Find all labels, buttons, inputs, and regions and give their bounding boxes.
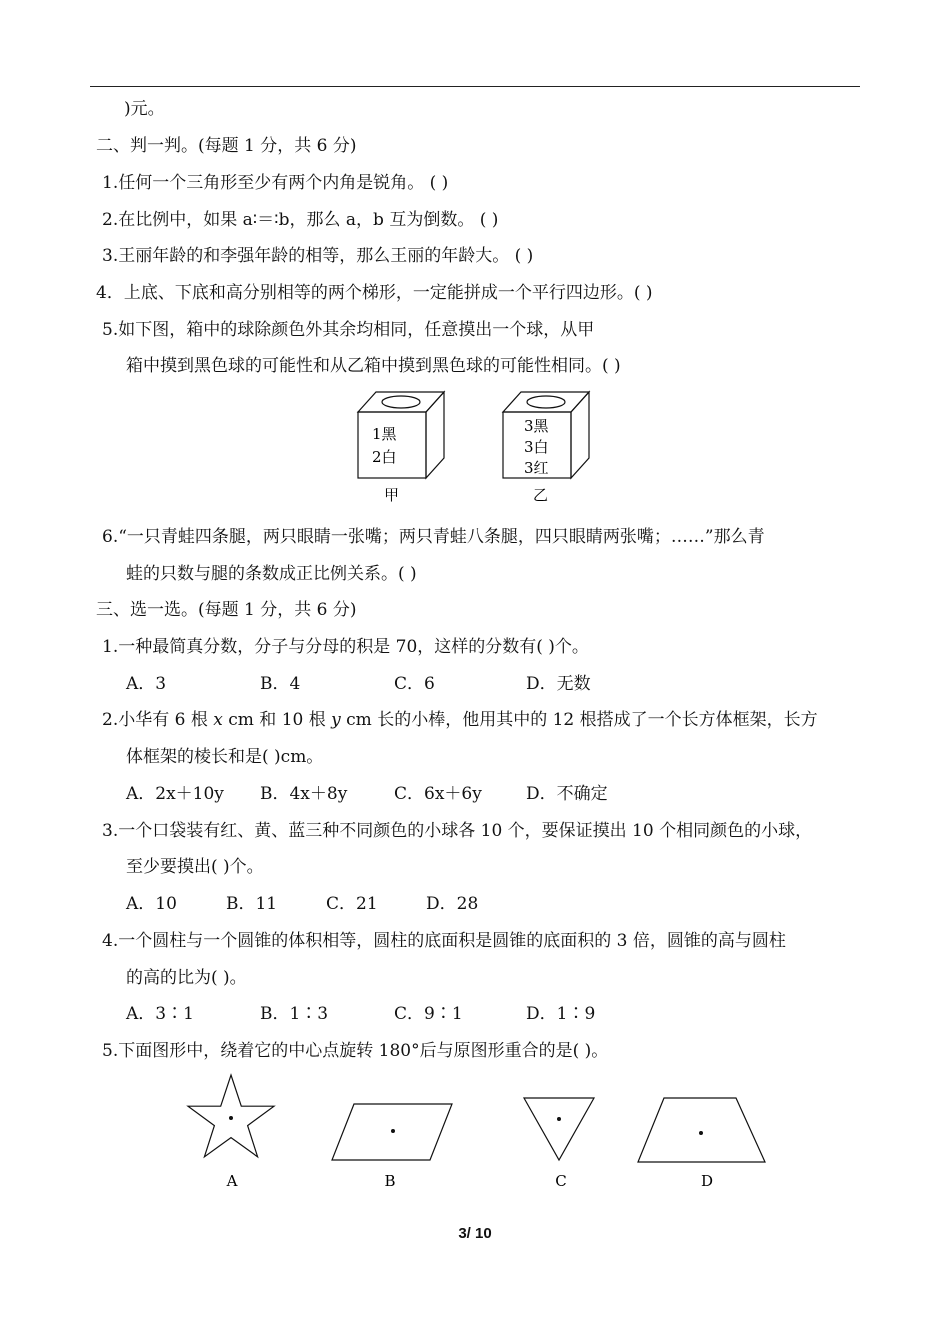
option-b: B．4x＋8y — [260, 784, 348, 804]
box-yi-opening — [527, 396, 565, 408]
judge-question-5-line-1: 5.如下图，箱中的球除颜色外其余均相同，任意摸出一个球，从甲 — [102, 320, 595, 340]
box-jia-side-face — [426, 392, 444, 478]
option-a: A．3 — [126, 674, 167, 694]
box-yi-label: 乙 — [533, 486, 549, 504]
box-yi-white-count: 3白 — [524, 438, 549, 456]
box-jia-opening — [382, 396, 420, 408]
shape-label-c: C — [555, 1172, 567, 1190]
option-c: C．21 — [326, 894, 378, 914]
option-b: B．11 — [226, 894, 278, 914]
judge-question-4: 4．上底、下底和高分别相等的两个梯形，一定能拼成一个平行四边形。( ) — [96, 283, 653, 303]
option-a: A．2x＋10y — [126, 784, 224, 804]
judge-question-6-line-2: 蛙的只数与腿的条数成正比例关系。( ) — [126, 564, 417, 584]
header-rule — [90, 86, 860, 87]
option-d: D．28 — [426, 894, 479, 914]
choice-question-3-line-1: 3.一个口袋装有红、黄、蓝三种不同颜色的小球各 10 个，要保证摸出 10 个相同颜色的小球， — [102, 821, 813, 841]
option-d: D．无数 — [526, 674, 591, 694]
box-jia-black-count: 1黑 — [372, 425, 397, 443]
box-jia-front-face — [358, 412, 426, 478]
box-jia-label: 甲 — [384, 486, 400, 504]
judge-question-1: 1.任何一个三角形至少有两个内角是锐角。 ( ) — [102, 173, 449, 193]
option-a: A．10 — [126, 894, 177, 914]
box-jia-top-face — [358, 392, 444, 412]
option-b: B．4 — [260, 674, 301, 694]
option-c: C．6 — [394, 674, 435, 694]
page-number: 3/ 10 — [458, 1225, 492, 1242]
judge-question-6-line-1: 6.“一只青蛙四条腿，两只眼睛一张嘴；两只青蛙八条腿，四只眼睛两张嘴；……”那么青 — [102, 527, 765, 547]
variable-y: y — [331, 710, 341, 730]
box-yi-red-count: 3红 — [524, 459, 549, 477]
q2-text-a: 2.小华有 6 根 — [102, 710, 214, 730]
choice-question-4-line-1: 4.一个圆柱与一个圆锥的体积相等，圆柱的底面积是圆锥的底面积的 3 倍，圆锥的高与圆柱 — [102, 931, 786, 951]
previous-question-tail: )元。 — [124, 99, 165, 119]
trapezoid-center-dot — [699, 1131, 703, 1135]
triangle-center-dot — [557, 1117, 561, 1121]
choice-question-2-line-1 — [102, 708, 818, 732]
box-yi-top-face — [503, 392, 589, 412]
option-a: A．3∶1 — [126, 1004, 194, 1024]
option-c: C．9∶1 — [394, 1004, 463, 1024]
box-jia-white-count: 2白 — [372, 448, 397, 466]
choice-question-5: 5.下面图形中，绕着它的中心点旋转 180°后与原图形重合的是( )。 — [102, 1041, 609, 1061]
star-shape — [188, 1075, 274, 1157]
option-c: C．6x＋6y — [394, 784, 482, 804]
choice-question-2-line-2: 体框架的棱长和是( )cm。 — [126, 747, 324, 767]
star-center-dot — [229, 1116, 233, 1120]
parallelogram-center-dot — [391, 1129, 395, 1133]
box-yi-side-face — [571, 392, 589, 478]
box-yi-black-count: 3黑 — [524, 417, 549, 435]
section-2-title: 二、判一判。(每题 1 分，共 6 分) — [96, 136, 357, 156]
choice-question-3-line-2: 至少要摸出( )个。 — [126, 857, 264, 877]
trapezoid-shape — [638, 1098, 765, 1162]
shape-label-b: B — [384, 1172, 396, 1190]
variable-x: x — [213, 710, 223, 730]
box-yi-figure — [497, 386, 597, 512]
inverted-triangle-shape — [524, 1098, 594, 1160]
judge-question-5-line-2: 箱中摸到黑色球的可能性和从乙箱中摸到黑色球的可能性相同。( ) — [126, 356, 621, 376]
option-d: D．1∶9 — [526, 1004, 596, 1024]
q2-text-b: cm 和 10 根 — [222, 710, 332, 730]
shape-label-a: A — [226, 1172, 238, 1190]
option-d: D．不确定 — [526, 784, 608, 804]
choice-question-1: 1.一种最简真分数，分子与分母的积是 70，这样的分数有( )个。 — [102, 637, 589, 657]
section-3-title: 三、选一选。(每题 1 分，共 6 分) — [96, 600, 357, 620]
judge-question-2: 2.在比例中，如果 a∶＝∶b，那么 a，b 互为倒数。 ( ) — [102, 210, 499, 230]
judge-question-3: 3.王丽年龄的和李强年龄的相等，那么王丽的年龄大。 ( ) — [102, 246, 534, 266]
rotation-shapes-figure — [180, 1070, 780, 1195]
shape-label-d: D — [700, 1172, 714, 1190]
option-b: B．1∶3 — [260, 1004, 329, 1024]
box-jia-figure — [352, 386, 452, 512]
q2-text-c: cm 长的小棒，他用其中的 12 根搭成了一个长方体框架，长方 — [340, 710, 818, 730]
choice-question-4-line-2: 的高的比为( )。 — [126, 968, 247, 988]
